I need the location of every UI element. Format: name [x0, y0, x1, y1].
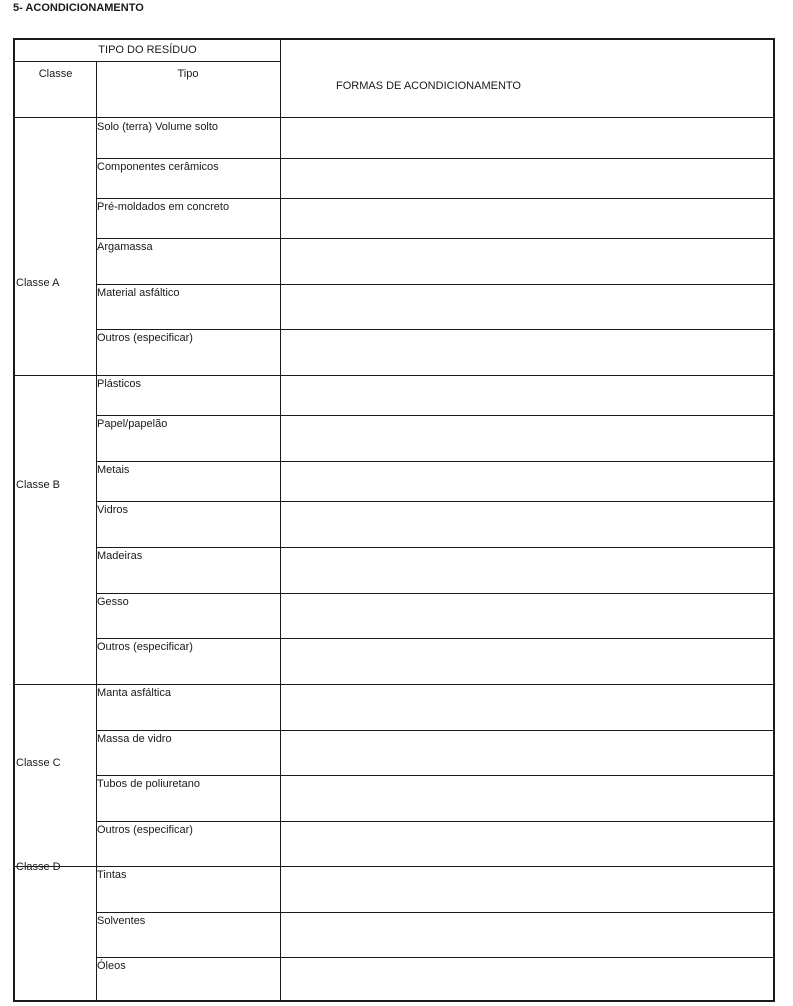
tipo-cell: Pré-moldados em concreto — [97, 201, 230, 213]
classe-tipo-divider — [96, 866, 97, 1000]
formas-input-cell[interactable] — [281, 730, 773, 775]
tipo-cell: Massa de vidro — [97, 733, 172, 745]
tipo-cell: Tintas — [97, 869, 127, 881]
tipo-column-header: Tipo — [177, 68, 199, 80]
tipo-cell: Solo (terra) Volume solto — [97, 121, 219, 133]
tipo-cell: Solventes — [97, 915, 146, 927]
formas-input-cell[interactable] — [281, 238, 773, 284]
formas-input-cell[interactable] — [281, 775, 773, 821]
formas-input-cell[interactable] — [281, 284, 773, 329]
formas-input-cell[interactable] — [281, 957, 773, 1000]
tipo-cell: Argamassa — [97, 241, 153, 253]
header-divider — [15, 61, 281, 62]
formas-input-cell[interactable] — [281, 593, 773, 638]
tipo-cell: Madeiras — [97, 550, 143, 562]
formas-input-cell[interactable] — [281, 415, 773, 461]
tipo-cell: Plásticos — [97, 378, 142, 390]
formas-input-cell[interactable] — [281, 329, 773, 375]
classe-label: Classe D — [16, 861, 61, 873]
header-tipo-divider — [96, 61, 97, 118]
tipo-cell: Gesso — [97, 596, 129, 608]
formas-column-header: FORMAS DE ACONDICIONAMENTO — [336, 80, 521, 92]
tipo-cell: Componentes cerâmicos — [97, 161, 219, 173]
formas-input-cell[interactable] — [281, 461, 773, 501]
classe-label: Classe B — [16, 479, 61, 491]
tipo-cell: Manta asfáltica — [97, 687, 171, 699]
formas-input-cell[interactable] — [281, 821, 773, 866]
formas-input-cell[interactable] — [281, 198, 773, 238]
classe-column-header: Classe — [38, 68, 73, 80]
formas-input-cell[interactable] — [281, 684, 773, 730]
tipo-cell: Outros (especificar) — [97, 332, 193, 344]
classe-label: Classe C — [16, 757, 61, 769]
tipo-cell: Vidros — [97, 504, 128, 516]
tipo-do-residuo-header: TIPO DO RESÍDUO — [98, 44, 197, 56]
formas-input-cell[interactable] — [281, 638, 773, 684]
acondicionamento-table — [13, 38, 775, 1002]
tipo-cell: Óleos — [97, 960, 126, 972]
tipo-cell: Material asfáltico — [97, 287, 180, 299]
formas-input-cell[interactable] — [281, 866, 773, 912]
tipo-cell: Papel/papelão — [97, 418, 168, 430]
formas-input-cell[interactable] — [281, 912, 773, 957]
formas-input-cell[interactable] — [281, 158, 773, 198]
tipo-cell: Tubos de poliuretano — [97, 778, 200, 790]
classe-label: Classe A — [16, 277, 60, 289]
formas-input-cell[interactable] — [281, 547, 773, 593]
tipo-cell: Metais — [97, 464, 130, 476]
formas-input-cell[interactable] — [281, 375, 773, 415]
tipo-cell: Outros (especificar) — [97, 824, 193, 836]
tipo-cell: Outros (especificar) — [97, 641, 193, 653]
section-title: 5- ACONDICIONAMENTO — [13, 2, 144, 14]
formas-input-cell[interactable] — [281, 118, 773, 158]
formas-input-cell[interactable] — [281, 501, 773, 547]
